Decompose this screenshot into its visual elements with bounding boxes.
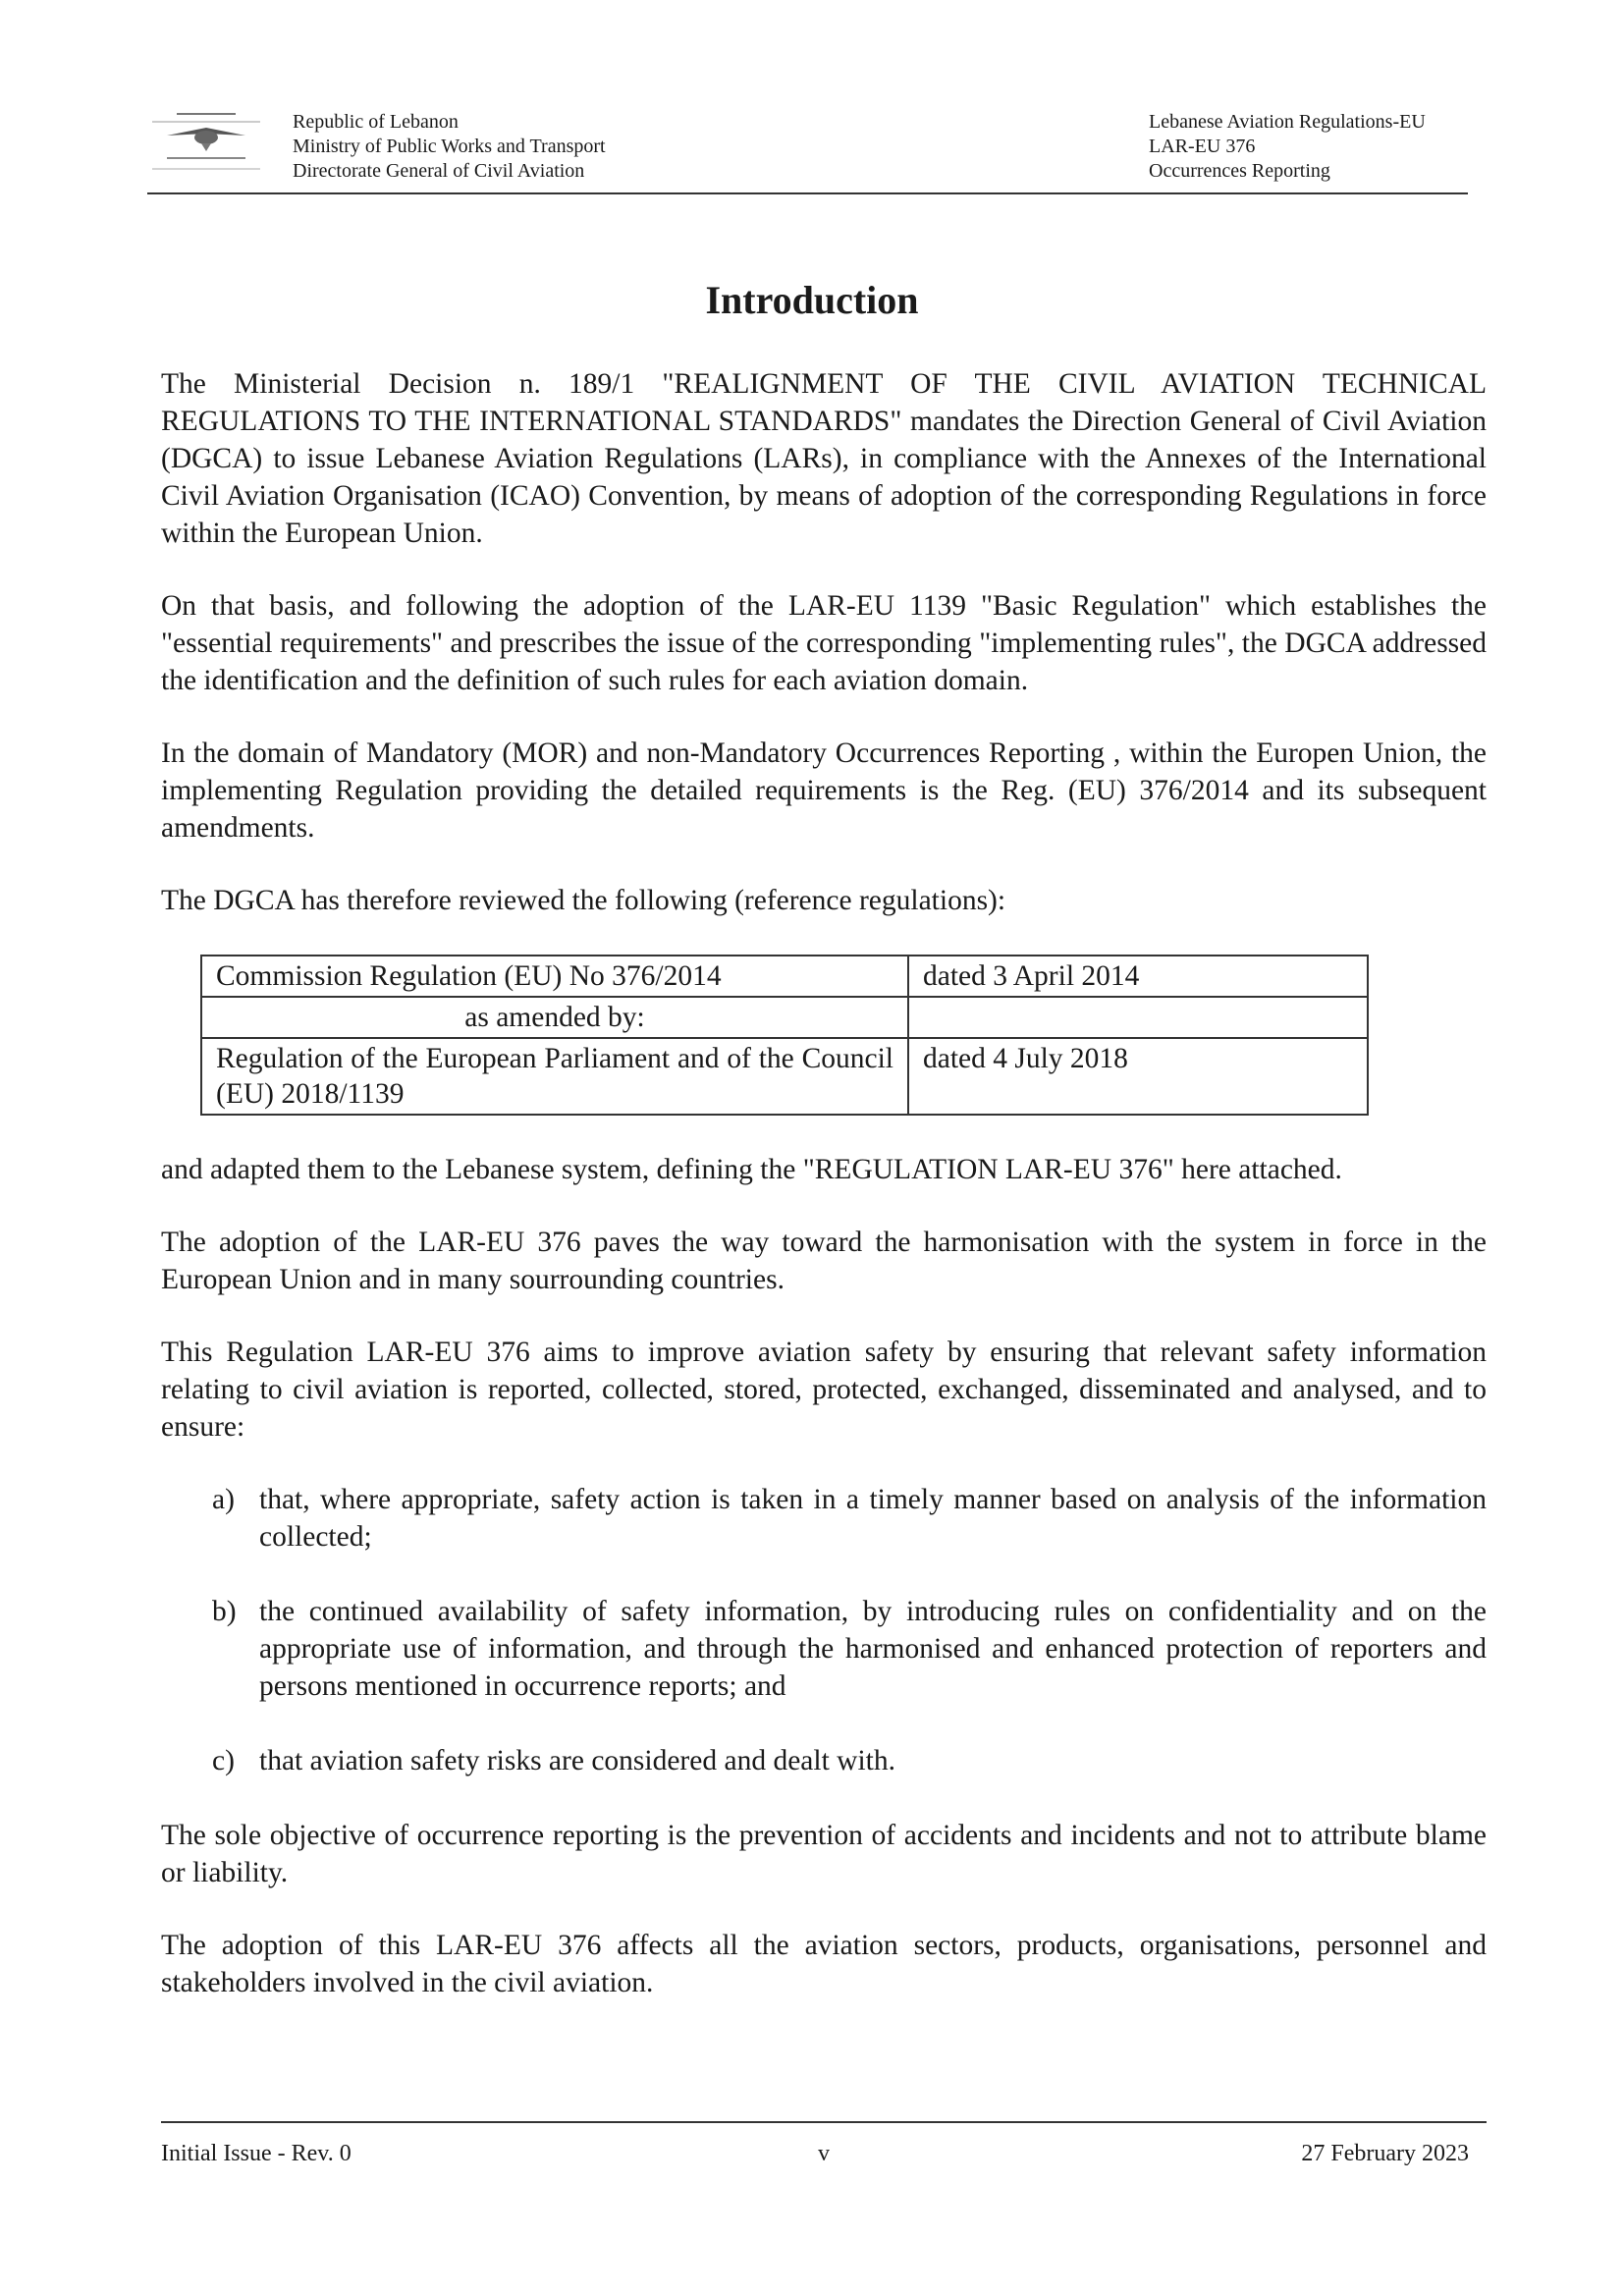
- paragraph: The Ministerial Decision n. 189/1 "REALIGNMENT OF THE CIVIL AVIATION TECHNICAL REGULATIONS TO THE INTERNATIONAL STANDARDS" mandates the Direction General of Civil Aviation (DGCA) to issue Lebanese Aviation Regulations (LARs), in compliance with the Annexes of the International Civil Aviation Organisation (ICAO) Convention, by means of adoption of the corresponding Regulations in force within the European Union.: [161, 368, 1487, 549]
- table-cell: Regulation of the European Parliament and of the Council (EU) 2018/1139: [201, 1038, 908, 1115]
- table-cell: dated 3 April 2014: [908, 956, 1368, 997]
- table-row: [201, 997, 1368, 1038]
- list-item: [212, 1593, 1487, 1705]
- list-item: [212, 1742, 1487, 1779]
- header-regulation: [1149, 110, 1426, 184]
- header-ministry: Ministry of Public Works and Transport: [293, 136, 606, 157]
- list-item-text: that, where appropriate, safety action is taken in a timely manner based on analysis of the information collected;: [259, 1484, 1487, 1553]
- table-row: [201, 1038, 1368, 1115]
- list-item-label: b): [212, 1596, 237, 1627]
- table-cell: [908, 997, 1368, 1038]
- table-cell: dated 4 July 2018: [908, 1038, 1368, 1115]
- paragraph: This Regulation LAR-EU 376 aims to improve aviation safety by ensuring that relevant safety information relating to civil aviation is reported, collected, stored, protected, exchanged, disseminated and analysed, and to ensure:: [161, 1337, 1487, 1443]
- footer-issue: Initial Issue - Rev. 0: [161, 2141, 352, 2166]
- paragraph: In the domain of Mandatory (MOR) and non-Mandatory Occurrences Reporting , within the Europen Union, the implementing Regulation providing the detailed requirements is the Reg. (EU) 376/2014 and its subsequent amendments.: [161, 737, 1487, 844]
- objectives-list: [212, 1481, 1487, 1779]
- paragraph: The adoption of the LAR-EU 376 paves the way toward the harmonisation with the system in force in the European Union and in many sourrounding countries.: [161, 1227, 1487, 1295]
- paragraph: The adoption of this LAR-EU 376 affects all the aviation sectors, products, organisations, personnel and stakeholders involved in the civil aviation.: [161, 1930, 1487, 1998]
- header-country: Republic of Lebanon: [293, 111, 459, 133]
- body-content: [161, 365, 1487, 2037]
- list-item-label: a): [212, 1484, 235, 1515]
- paragraph: The DGCA has therefore reviewed the following (reference regulations):: [161, 885, 1006, 916]
- header-issuer: [293, 110, 606, 184]
- header-divider: [147, 192, 1468, 194]
- header-code: LAR-EU 376: [1149, 136, 1256, 157]
- paragraph: On that basis, and following the adoption of the LAR-EU 1139 "Basic Regulation" which establishes the "essential requirements" and prescribes the issue of the corresponding "implementing rules", the DGCA addressed the identification and the definition of such rules for each aviation domain.: [161, 590, 1487, 696]
- page-header: [147, 98, 1468, 194]
- paragraph: and adapted them to the Lebanese system, defining the "REGULATION LAR-EU 376" here attached.: [161, 1154, 1342, 1185]
- table-cell: Commission Regulation (EU) No 376/2014: [201, 956, 908, 997]
- header-directorate: Directorate General of Civil Aviation: [293, 160, 585, 182]
- header-subject: Occurrences Reporting: [1149, 160, 1330, 182]
- list-item-label: c): [212, 1745, 235, 1776]
- list-item-text: that aviation safety risks are considered and dealt with.: [259, 1745, 895, 1776]
- list-item-text: the continued availability of safety information, by introducing rules on confidentiality and on the appropriate use of information, and through the harmonised and enhanced protection of reporters and persons mentioned in occurrence reports; and: [259, 1596, 1487, 1702]
- paragraph: The sole objective of occurrence reporting is the prevention of accidents and incidents and not to attribute blame or liability.: [161, 1820, 1487, 1888]
- table-cell: as amended by:: [201, 997, 908, 1038]
- reference-regulations-table: [200, 955, 1369, 1116]
- header-series: Lebanese Aviation Regulations-EU: [1149, 111, 1426, 133]
- list-item: [212, 1481, 1487, 1556]
- dgca-lebanon-emblem-icon: [147, 104, 265, 183]
- footer-divider: [161, 2121, 1487, 2123]
- page-footer: [161, 2121, 1487, 2180]
- footer-page-number: v: [818, 2141, 830, 2166]
- footer-row: [161, 2141, 1487, 2180]
- footer-date: 27 February 2023: [1301, 2141, 1469, 2166]
- page-title: Introduction: [705, 278, 919, 322]
- table-row: [201, 956, 1368, 997]
